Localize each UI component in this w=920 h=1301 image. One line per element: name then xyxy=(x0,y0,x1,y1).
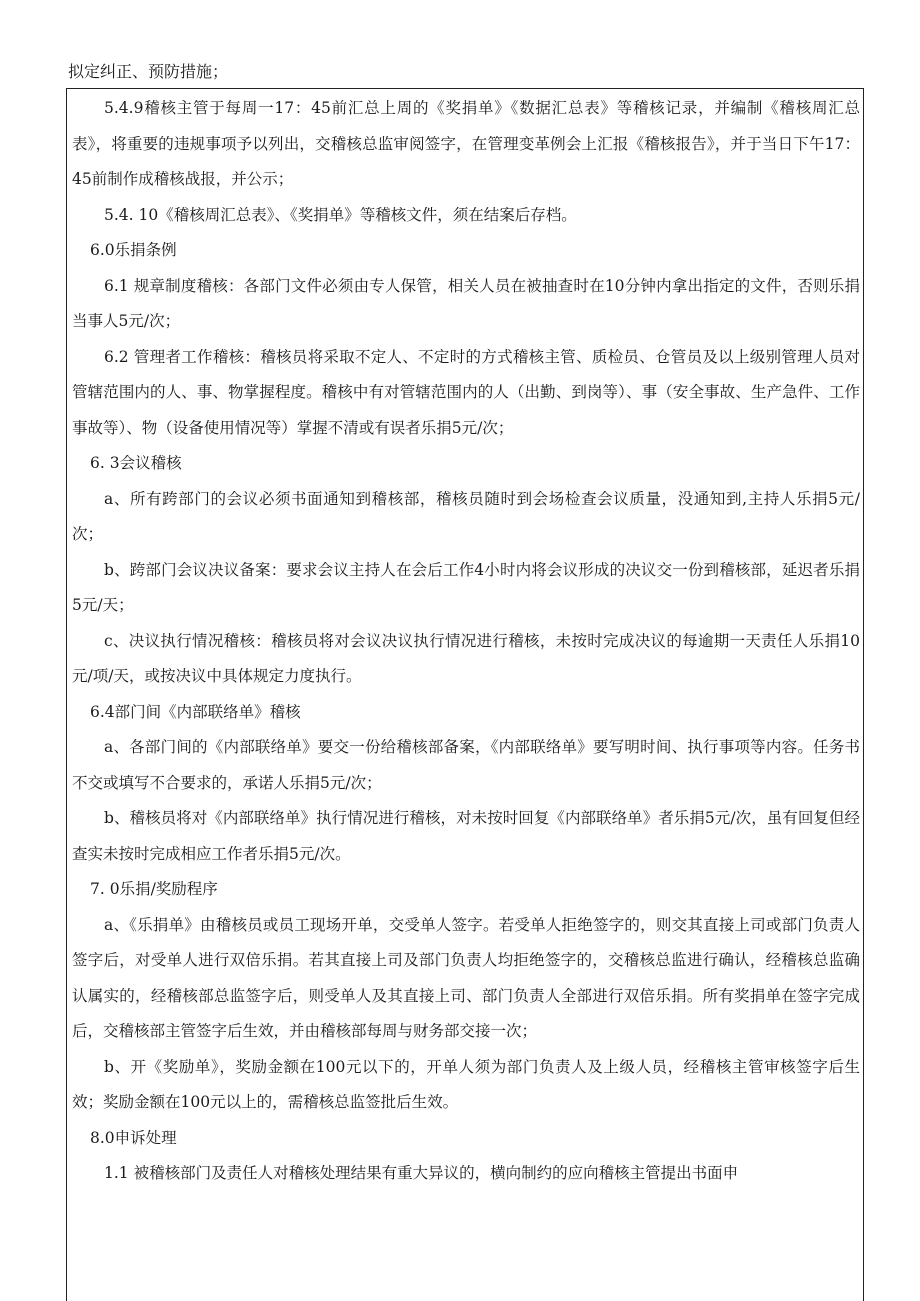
section-heading-6: 6.0乐捐条例 xyxy=(90,241,177,259)
section-heading-7: 7. 0乐捐/奖励程序 xyxy=(90,880,218,898)
paragraph-6-4-b: b、稽核员将对《内部联络单》执行情况进行稽核，对未按时回复《内部联络单》者乐捐5元/次，虽有回复但经查实未按时完成相应工作者乐捐5元/次。 xyxy=(72,809,860,863)
carryover-line: 拟定纠正、预防措施； xyxy=(68,62,229,81)
paragraph-6-1: 6.1 规章制度稽核：各部门文件必须由专人保管，相关人员在被抽查时在10分钟内拿出指定的文件，否则乐捐当事人5元/次； xyxy=(72,276,860,330)
paragraph-7-a: a、《乐捐单》由稽核员或员工现场开单，交受单人签字。若受单人拒绝签字的，则交其直接上司或部门负责人签字后，对受单人进行双倍乐捐。若其直接上司及部门负责人均拒绝签字的，交稽核总监进行确认，经稽核总监确认属实的，经稽核部总监签字后，则受单人及其直接上司、部门负责人全部进行双倍乐捐。所有奖捐单在签字完成后，交稽核部主管签字后生效，并由稽核部每周与财务部交接一次； xyxy=(72,915,860,1040)
paragraph-7-b: b、开《奖励单》，奖励金额在100元以下的，开单人须为部门负责人及上级人员，经稽核主管审核签字后生效；奖励金额在100元以上的，需稽核总监签批后生效。 xyxy=(72,1057,860,1111)
paragraph-6-3-b: b、跨部门会议决议备案：要求会议主持人在会后工作4小时内将会议形成的决议交一份到稽核部，延迟者乐捐5元/天； xyxy=(72,560,860,614)
paragraph-6-4-a: a、各部门间的《内部联络单》要交一份给稽核部备案，《内部联络单》要写明时间、执行事项等内容。任务书不交或填写不合要求的，承诺人乐捐5元/次； xyxy=(72,738,860,792)
section-heading-6-3: 6. 3会议稽核 xyxy=(90,454,182,472)
paragraph-6-3-c: c、决议执行情况稽核：稽核员将对会议决议执行情况进行稽核，未按时完成决议的每逾期一天责任人乐捐10元/项/天，或按决议中具体规定力度执行。 xyxy=(72,631,860,685)
section-heading-6-4: 6.4部门间《内部联络单》稽核 xyxy=(90,702,301,721)
paragraph-6-3-a: a、所有跨部门的会议必须书面通知到稽核部，稽核员随时到会场检查会议质量，没通知到,主持人乐捐5元/次； xyxy=(72,489,860,543)
paragraph-1-1: 1.1 被稽核部门及责任人对稽核处理结果有重大异议的，横向制约的应向稽核主管提出书面申 xyxy=(104,1164,739,1182)
paragraph-5-4-10: 5.4. 10《稽核周汇总表》、《奖捐单》等稽核文件，须在结案后存档。 xyxy=(104,205,577,224)
paragraph-6-2: 6.2 管理者工作稽核：稽核员将采取不定人、不定时的方式稽核主管、质检员、仓管员及以上级别管理人员对管辖范围内的人、事、物掌握程度。稽核中有对管辖范围内的人（出勤、到岗等）、事（安全事故、生产急件、工作事故等）、物（设备使用情况等）掌握不清或有误者乐捐5元/次； xyxy=(72,347,860,437)
document-body xyxy=(68,91,864,1192)
section-heading-8: 8.0申诉处理 xyxy=(90,1128,177,1147)
paragraph-5-4-9: 5.4.9稽核主管于每周一17：45前汇总上周的《奖捐单》《数据汇总表》等稽核记录，并编制《稽核周汇总表》，将重要的违规事项予以列出，交稽核总监审阅签字，在管理变革例会上汇报《稽核报告》，并于当日下午17：45前制作成稽核战报，并公示； xyxy=(72,99,860,188)
